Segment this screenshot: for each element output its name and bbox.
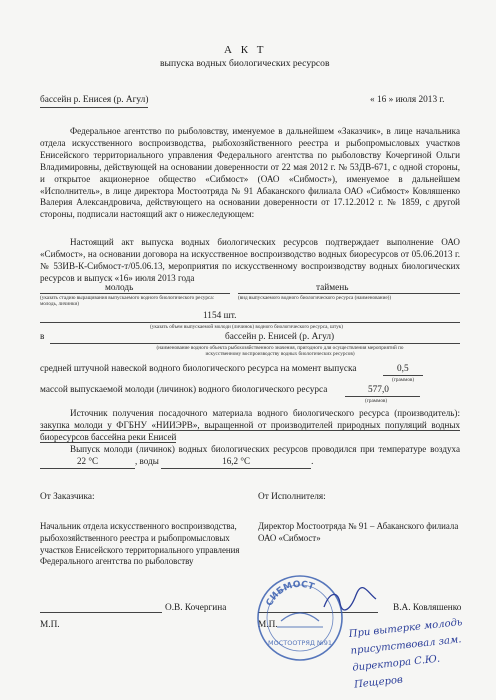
total-mass-unit: (граммов) (365, 398, 388, 404)
contractor-heading: От Исполнителя: (258, 492, 326, 502)
stage-caption: (указать стадию выращивания выпускаемого водного биологического ресурса: молодь, личинки) (40, 295, 215, 307)
source-label: Источник получения посадочного материала водного биологического ресурса (производитель): (70, 408, 460, 418)
stage-value: молодь (105, 283, 134, 293)
contractor-mp: М.П. (258, 620, 278, 630)
customer-heading: От Заказчика: (40, 492, 95, 502)
quantity-value: 1154 шт. (203, 311, 237, 321)
handwritten-note: При вытерке молодь присутствовал зам. директора С.Ю. Пещеров (348, 617, 463, 691)
source-paragraph (40, 408, 460, 444)
svg-text:МОСТООТРЯД №91: МОСТООТРЯД №91 (267, 639, 333, 647)
document-subtitle: выпуска водных биологических ресурсов (160, 58, 330, 69)
quantity-line (40, 322, 460, 323)
customer-mp: М.П. (40, 620, 60, 630)
air-temp-value: 22 °С (40, 456, 135, 469)
water-label: , воды (135, 455, 159, 466)
water-temp-value: 16,2 °С (161, 456, 311, 469)
water-body-value: бассейн р. Енисей (р. Агул) (225, 332, 335, 342)
in-label: в (40, 332, 45, 342)
confirm-paragraph: Настоящий акт выпуска водных биологических ресурсов подтверждает выполнение ОАО «Сибмост», на основании договора на искусственное воспроизводство водных биоресурсов от 05.06.2013 г. № 53ИВ-К-Сибмост-т/05.06.13, мероприятия по искусственному воспроизводству водных биологических ресурсов и выпуск «16» июля 2013 года (40, 237, 460, 283)
contractor-signature (320, 585, 380, 615)
temperature-paragraph: Выпуск молоди (личинок) водных биологических ресурсов проводился при температуре воздуха 22 °С , воды 16,2 °С . (40, 444, 460, 469)
water-body-caption: (наименование водного объекта рыбохозяйственного значения, пригодного для осуществления мероприятий по искусственному воспроизводству водных биологических ресурсов) (156, 345, 404, 357)
document-title: А К Т (224, 44, 267, 56)
avg-weight-label: средней штучной навеской водного биологического ресурса на момент выпуска (40, 364, 357, 374)
customer-signature-line (40, 612, 162, 613)
stage-line (40, 293, 230, 294)
act-date: « 16 » июля 2013 г. (370, 95, 445, 105)
customer-name: О.В. Кочергина (165, 603, 227, 613)
quantity-caption: (указать объем выпускаемой молоди (личинок) водного биологического ресурса, штук) (150, 324, 344, 330)
total-mass-line (345, 396, 420, 397)
contractor-name: В.А. Ковляшенко (393, 603, 462, 613)
species-line (238, 293, 460, 294)
release-temp-text: Выпуск молоди (личинок) водных биологических ресурсов проводился при температуре воздуха (70, 444, 460, 454)
contractor-position: Директор Мостоотряда № 91 – Абаканского филиала ОАО «Сибмост» (258, 521, 459, 543)
source-value: закупка молоди у ФГБНУ «НИИЭРВ», выращенной от производителей природных популяций водных биоресурсов бассейна реки Енисей (40, 419, 460, 442)
intro-paragraph: Федеральное агентство по рыболовству, именуемое в дальнейшем «Заказчик», в лице начальника отдела искусственного воспроизводства, рыбохозяйственного реестра и рыбопромысловых участков Енисейского территориального управления Федерального агентства по рыболовству Кочергиной Ольги Владимировны, действующей на основании доверенности от 22 мая 2012 г. № 53ДВ-671, с одной стороны, и открытое акционерное общество «Сибмост» (ОАО «Сибмост»), именуемое в дальнейшем «Исполнитель», в лице директора Мостоотряда № 91 Абаканского филиала ОАО «Сибмост» Ковляшенко Валерия Александровича, действующего на основании доверенности от 17.12.2012 г. № 1859, с другой стороны, подписали настоящий акт о нижеследующем: (40, 126, 460, 220)
svg-text:СИБМОСТ: СИБМОСТ (264, 579, 316, 608)
total-mass-label: массой выпускаемой молоди (личинок) водного биологического ресурса (40, 385, 328, 395)
species-value: таймень (316, 283, 349, 293)
species-caption: (вид выпускаемого водного биологического ресурса (наименование)) (238, 295, 392, 301)
avg-weight-value: 0,5 (397, 364, 409, 374)
avg-weight-unit: (граммов) (392, 377, 415, 383)
customer-position: Начальник отдела искусственного воспроизводства, рыбохозяйственного реестра и рыбопромысловых участков Енисейского территориального управления Федерального агентства по рыболовству (40, 521, 240, 567)
avg-weight-line (383, 375, 423, 376)
place-of-act: бассейн р. Енисея (р. Агул) (40, 95, 148, 108)
water-body-line (50, 343, 460, 344)
total-mass-value: 577,0 (368, 385, 389, 395)
